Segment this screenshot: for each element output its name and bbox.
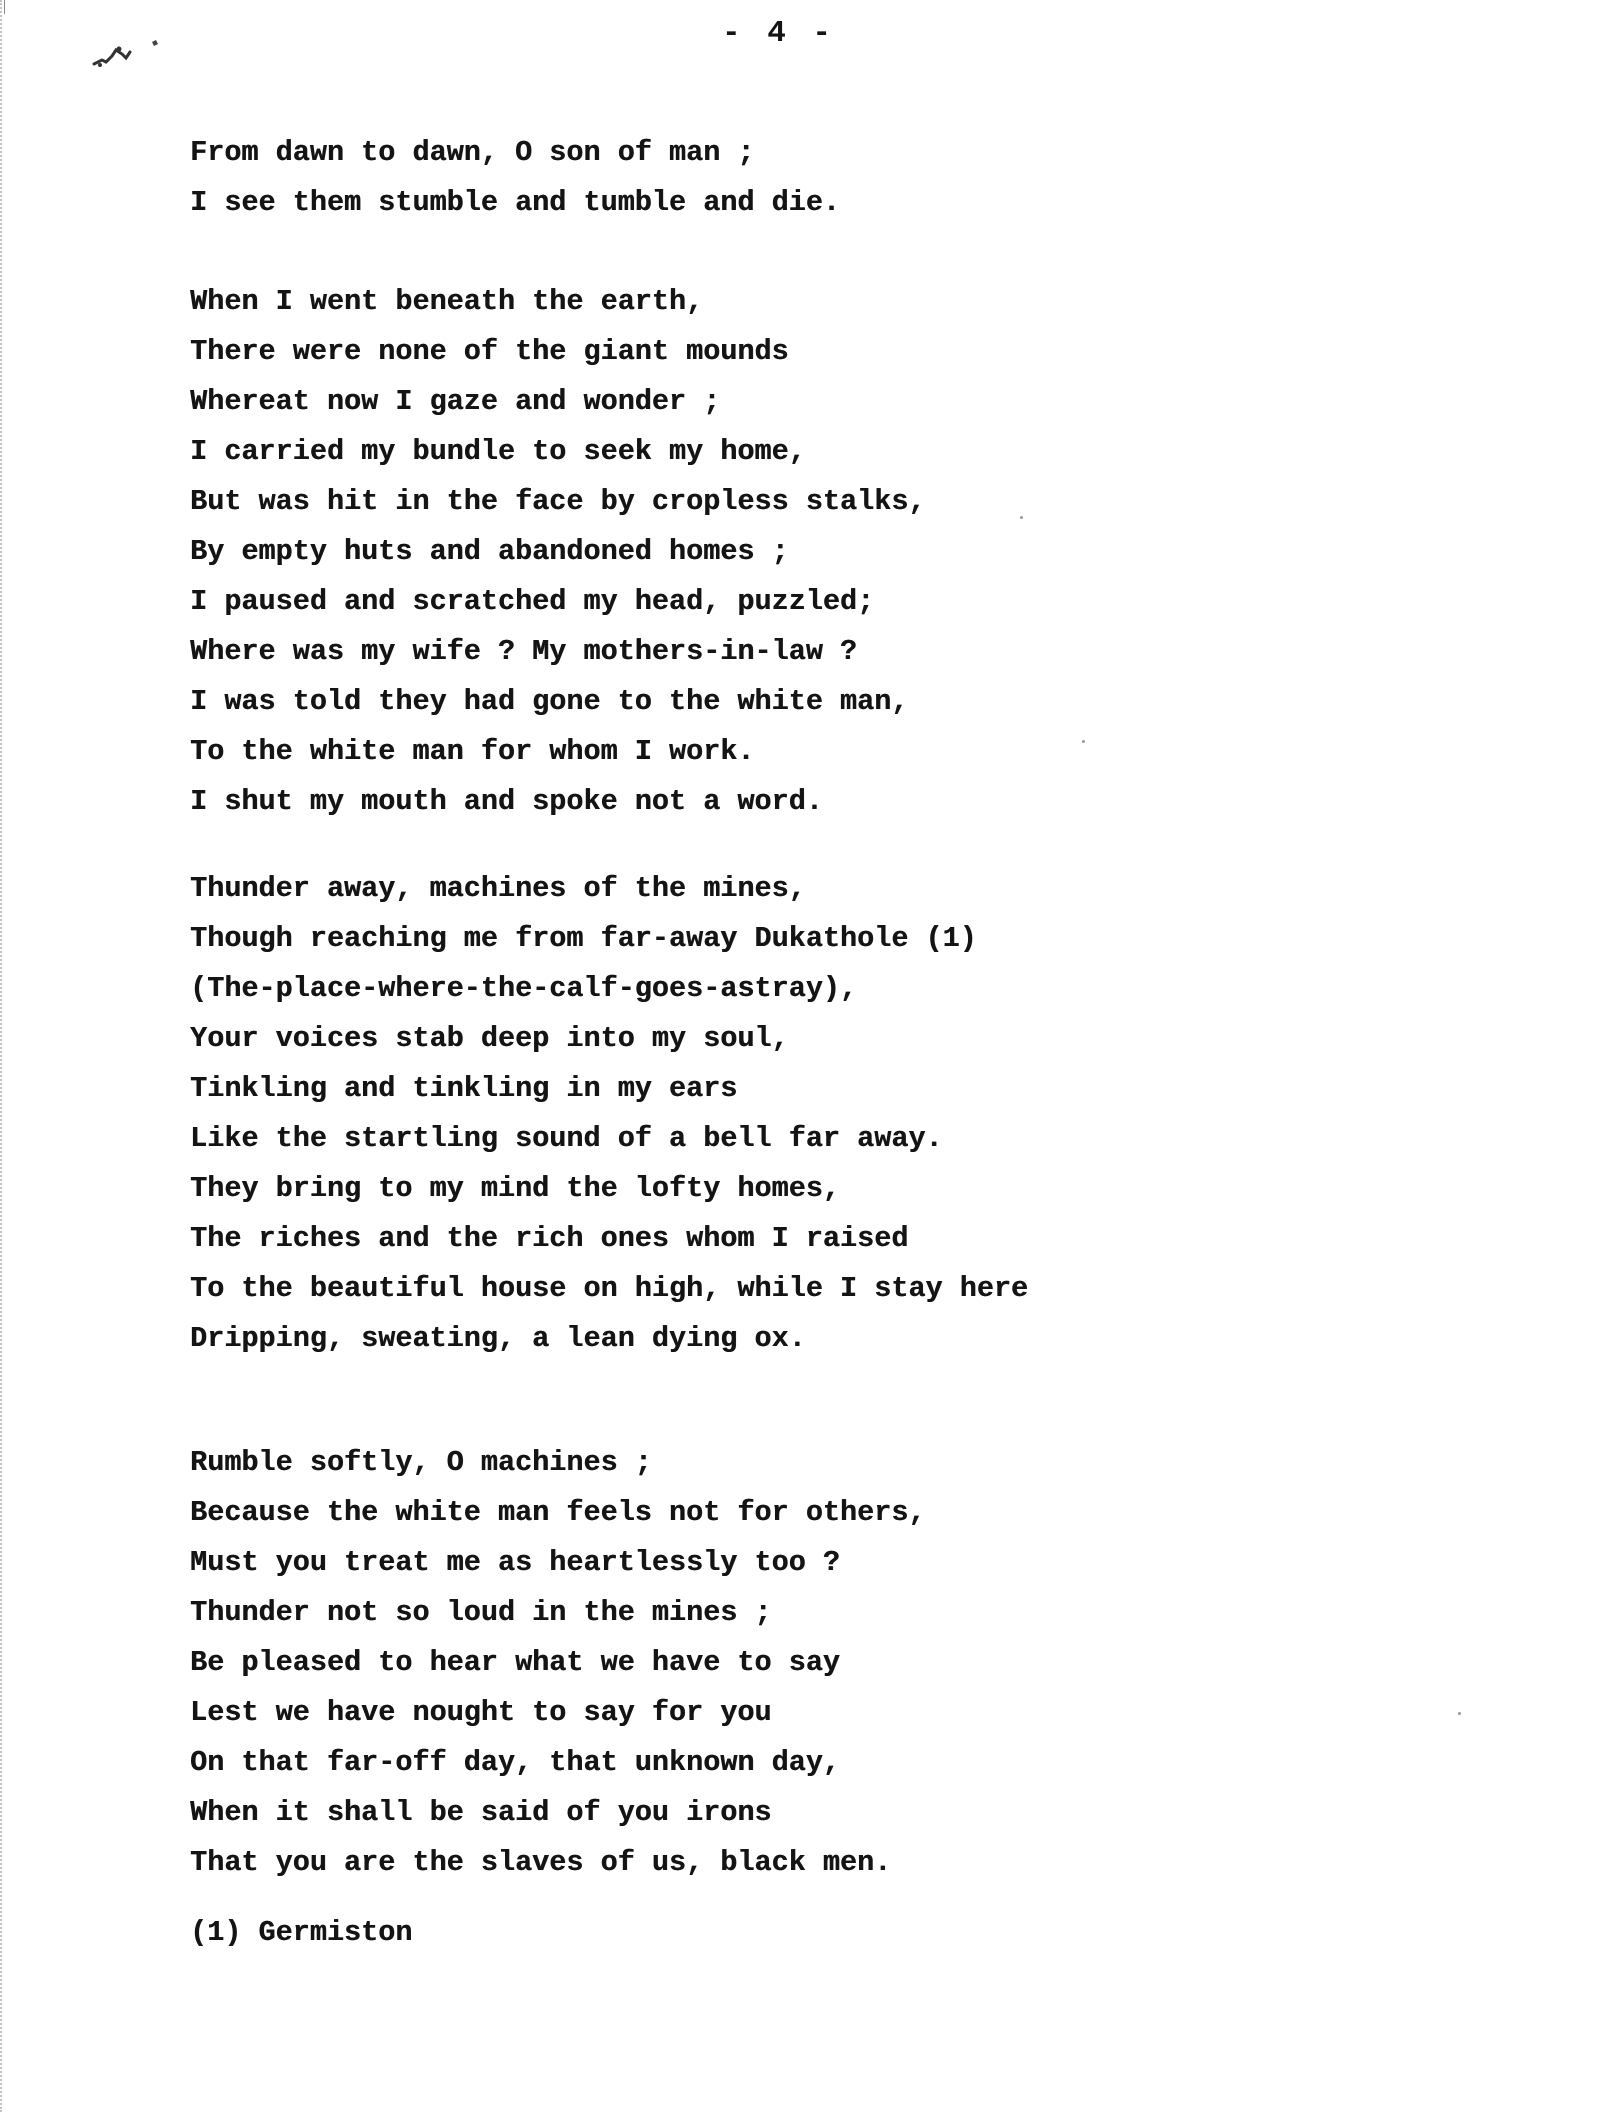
paper-speck [1458, 1712, 1461, 1715]
paper-speck [1020, 516, 1023, 519]
stanza [190, 128, 840, 228]
poem-line: Thunder not so loud in the mines ; [190, 1596, 772, 1629]
poem-line: I carried my bundle to seek my home, [190, 435, 806, 468]
page-number: - 4 - [722, 16, 836, 51]
poem-line: When I went beneath the earth, [190, 285, 704, 318]
poem-line: From dawn to dawn, O son of man ; [190, 136, 755, 169]
ink-smudge-mark [92, 38, 172, 74]
poem-line: There were none of the giant mounds [190, 335, 789, 368]
poem-line: That you are the slaves of us, black men. [190, 1846, 892, 1879]
page-edge-mark [4, 0, 5, 14]
poem-line: Dripping, sweating, a lean dying ox. [190, 1322, 806, 1355]
poem-line: Because the white man feels not for others, [190, 1496, 926, 1529]
poem-line: When it shall be said of you irons [190, 1796, 772, 1829]
poem-line: Must you treat me as heartlessly too ? [190, 1546, 840, 1579]
footnote-text: (1) Germiston [190, 1916, 413, 1949]
poem-line: By empty huts and abandoned homes ; [190, 535, 789, 568]
poem-line: I paused and scratched my head, puzzled; [190, 585, 875, 618]
stanza [190, 1438, 925, 1888]
poem-line: I was told they had gone to the white man, [190, 685, 909, 718]
poem-line: Where was my wife ? My mothers-in-law ? [190, 635, 858, 668]
poem-line: To the white man for whom I work. [190, 735, 755, 768]
poem-line: I shut my mouth and spoke not a word. [190, 785, 823, 818]
paper-speck [1082, 740, 1085, 743]
poem-line: Thunder away, machines of the mines, [190, 872, 806, 905]
poem-line: Your voices stab deep into my soul, [190, 1022, 789, 1055]
poem-line: Rumble softly, O machines ; [190, 1446, 652, 1479]
poem-line: On that far-off day, that unknown day, [190, 1746, 840, 1779]
poem-line: To the beautiful house on high, while I stay here [190, 1272, 1029, 1305]
poem-line: Lest we have nought to say for you [190, 1696, 772, 1729]
poem-line: But was hit in the face by cropless stalks, [190, 485, 926, 518]
poem-line: The riches and the rich ones whom I raised [190, 1222, 909, 1255]
poem-line: Tinkling and tinkling in my ears [190, 1072, 738, 1105]
poem-line: Whereat now I gaze and wonder ; [190, 385, 721, 418]
poem-line: (The-place-where-the-calf-goes-astray), [190, 972, 858, 1005]
poem-line: They bring to my mind the lofty homes, [190, 1172, 840, 1205]
page-left-edge [0, 0, 4, 2112]
stanza [190, 277, 925, 827]
poem-line: Like the startling sound of a bell far away. [190, 1122, 943, 1155]
stanza [190, 864, 1028, 1364]
poem-line: I see them stumble and tumble and die. [190, 186, 840, 219]
poem-line: Be pleased to hear what we have to say [190, 1646, 840, 1679]
poem-line: Though reaching me from far-away Dukathole (1) [190, 922, 977, 955]
footnote [190, 1908, 412, 1958]
